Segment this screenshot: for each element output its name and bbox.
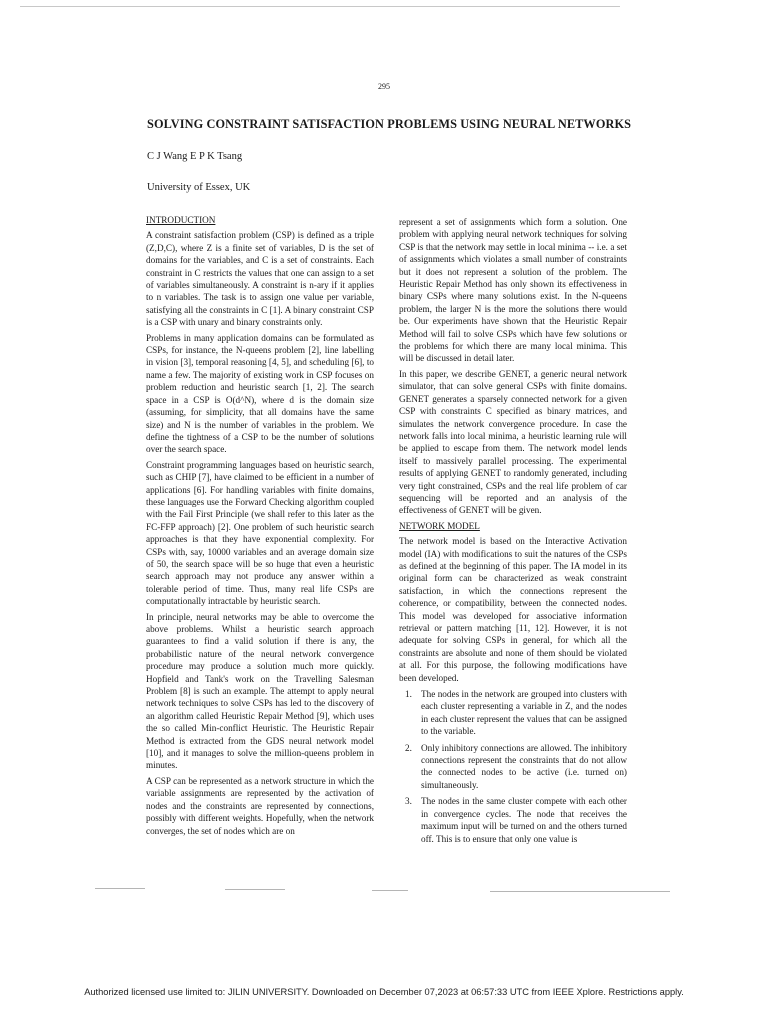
license-footer: Authorized licensed use limited to: JILIN UNIVERSITY. Downloaded on December 07,2023 at 06:57:33 UTC from IEEE Xplore. Restrictions apply. bbox=[84, 987, 684, 997]
list-number: 3. bbox=[405, 796, 412, 807]
scan-top-edge bbox=[20, 6, 620, 7]
paragraph: In this paper, we describe GENET, a generic neural network simulator, that can solve general CSPs with finite domains. GENET generates a sparsely connected network for a given CSP with constraints C specified as binary matrices, and simulates the network convergence procedure. In case the network falls into local minima, a heuristic learning rule will be applied to escape from them. The network model lends itself to massively parallel processing. The experimental results of applying GENET to randomly generated, including very tight constrained, CSPs and the real life problem of car sequencing will be reported and an analysis of the effectiveness of GENET will be given. bbox=[399, 368, 627, 516]
scan-mark bbox=[490, 891, 670, 892]
list-item bbox=[399, 795, 627, 845]
scan-mark bbox=[95, 888, 145, 889]
paragraph: represent a set of assignments which form a solution. One problem with applying neural network techniques for solving CSP is that the network may settle in local minima -- i.e. a set of assignments which violates a small number of constraints but it does not represent a solution of the problem. The Heuristic Repair Method has only shown its effectiveness in binary CSPs where many solutions exist. In the N-queens problem, the larger N is the more the solutions there would be. Our experiments have shown that the Heuristic Repair Method will fail to solve CSPs which have few solutions or the problems for which there are many local minima. This will be discussed in detail later. bbox=[399, 217, 627, 364]
list-number: 2. bbox=[405, 742, 412, 753]
list-item-text: The nodes in the same cluster compete with each other in convergence cycles. The node that receives the maximum input will be turned on and the others turned off. This is to ensure that only one value is bbox=[421, 796, 627, 844]
paper-title: SOLVING CONSTRAINT SATISFACTION PROBLEMS USING NEURAL NETWORKS bbox=[147, 117, 632, 131]
left-column bbox=[146, 214, 374, 840]
scan-mark bbox=[372, 890, 408, 891]
paragraph: Problems in many application domains can be formulated as CSPs, for instance, the N-queens problem [2], line labelling in vision [3], temporal reasoning [4, 5], and scheduling [6], to name a few. The majority of existing work in CSP focuses on problem reduction and heuristic search [1, 2]. The search space in a CSP is O(d^N), where d is the domain size (assuming, for simplicity, that all domains have the same size) and N is the number of variables in the problem. We define the tightness of a CSP to be the number of solutions over the search space. bbox=[146, 332, 374, 455]
section-heading-network-model: NETWORK MODEL bbox=[399, 520, 480, 531]
list-item bbox=[399, 688, 627, 738]
paragraph: The network model is based on the Interactive Activation model (IA) with modifications to suit the natures of the CSPs as defined at the beginning of this paper. The IA model in its original form can be characterized as weak constraint satisfaction, in which the connections represent the coherence, or compatibility, between the connected nodes. This model was developed for associative information retrieval or pattern matching [11, 12]. However, it is not adequate for solving CSPs in general, for which all the constraints are absolute and none of them should be violated at all. For this purpose, the following modifications have been developed. bbox=[399, 536, 627, 683]
list-item-text: The nodes in the network are grouped into clusters with each cluster representing a variable in Z, and the nodes in each cluster represent the values that can be assigned to the variable. bbox=[421, 689, 627, 737]
section-heading-introduction: INTRODUCTION bbox=[146, 215, 216, 225]
list-item bbox=[399, 742, 627, 792]
list-item-text: Only inhibitory connections are allowed. The inhibitory connections represent the constraints that do not allow the connected nodes to be active (i.e. turned on) simultaneously. bbox=[421, 742, 627, 790]
paragraph: Constraint programming languages based on heuristic search, such as CHIP [7], have claimed to be efficient in a number of applications [6]. For handling variables with finite domains, these languages use the Forward Checking algorithm coupled with the Fail First Principle (we shall refer to this later as the FC-FFP approach) [2]. One problem of such heuristic search approaches is that they have exponential complexity. For CSPs with, say, 10000 variables and an average domain size of 50, the search space will be so huge that even a heuristic search approach may not produce any answer within a tolerable period of time. Thus, many real life CSPs are computationally intractable by heuristic search. bbox=[146, 459, 374, 607]
paragraph: A constraint satisfaction problem (CSP) is defined as a triple (Z,D,C), where Z is a finite set of variables, D is the set of domains for the variables, and C is a set of constraints. Each constraint in C restricts the values that one can assign to a set of variables simultaneously. A constraint is n-ary if it applies to n variables. The task is to assign one value per variable, satisfying all the constraints in C [1]. A binary constraint CSP is a CSP with unary and binary constraints only. bbox=[146, 230, 374, 328]
authors: C J Wang E P K Tsang bbox=[147, 151, 243, 162]
scan-mark bbox=[225, 889, 285, 890]
list-number: 1. bbox=[405, 689, 412, 700]
right-column bbox=[399, 216, 627, 849]
affiliation: University of Essex, UK bbox=[147, 182, 251, 193]
paragraph: A CSP can be represented as a network structure in which the variable assignments are represented by the activation of nodes and the constraints are represented by connections, possibly with different weights. Hopefully, when the network converges, the set of nodes which are on bbox=[146, 775, 374, 836]
paragraph: In principle, neural networks may be able to overcome the above problems. Whilst a heuristic search approach guarantees to find a valid solution if there is any, the probabilistic nature of the neural network convergence procedure may produce a solution much more quickly. Hopfield and Tank's work on the Travelling Salesman Problem [8] is such an example. The attempt to apply neural network techniques to solve CSPs has led to the discovery of an algorithm called Heuristic Repair Method [9], which uses the so called Min-conflict Heuristic. The Heuristic Repair Method is extracted from the GDS neural network model [10], and it manages to solve the million-queens problem in minutes. bbox=[146, 611, 374, 771]
modifications-list bbox=[399, 688, 627, 845]
page-number: 295 bbox=[378, 82, 390, 91]
